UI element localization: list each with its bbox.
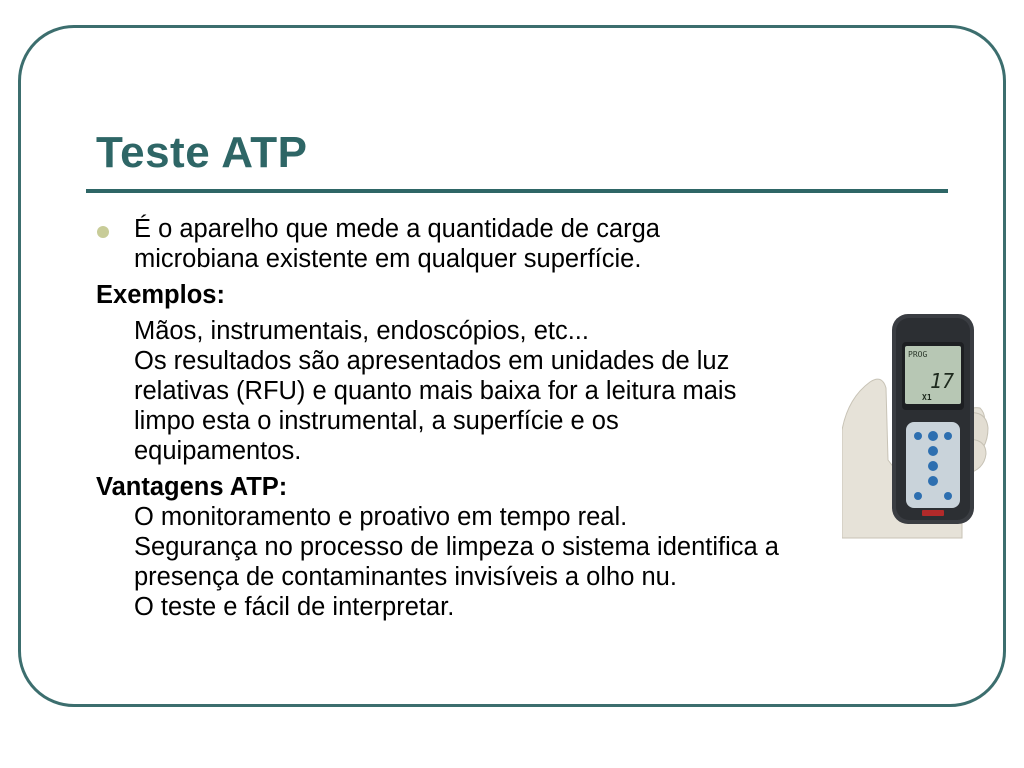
examples-line: limpo esta o instrumental, a superfície e os — [134, 407, 619, 435]
screen-reading: 17 — [930, 369, 955, 393]
examples-line: equipamentos. — [134, 437, 302, 465]
keypad-button-icon — [944, 492, 952, 500]
screen-unit: X1 — [922, 393, 932, 402]
keypad-button-icon — [928, 431, 938, 441]
keypad-button-icon — [944, 432, 952, 440]
atp-luminometer-illustration — [842, 310, 992, 540]
examples-heading: Exemplos: — [96, 281, 225, 309]
advantages-line: Segurança no processo de limpeza o sistema identifica a — [134, 533, 779, 561]
advantages-line: O monitoramento e proativo em tempo real. — [134, 503, 628, 531]
bullet-line: É o aparelho que mede a quantidade de carga — [134, 215, 660, 243]
advantages-line: O teste e fácil de interpretar. — [134, 593, 455, 621]
screen-mode: PROG — [908, 350, 928, 359]
keypad-button-icon — [914, 432, 922, 440]
title-underline — [86, 189, 948, 193]
advantages-heading: Vantagens ATP: — [96, 473, 288, 501]
keypad-button-icon — [928, 476, 938, 486]
keypad-button-icon — [928, 461, 938, 471]
bullet-line: microbiana existente em qualquer superfície. — [134, 245, 642, 273]
examples-line: Mãos, instrumentais, endoscópios, etc... — [134, 317, 589, 345]
examples-text — [96, 316, 936, 466]
slide-body — [96, 214, 936, 622]
brand-logo-icon — [922, 510, 944, 516]
slide-title: Teste ATP — [96, 128, 308, 177]
examples-line: Os resultados são apresentados em unidades de luz — [134, 347, 730, 375]
keypad-button-icon — [914, 492, 922, 500]
keypad-button-icon — [928, 446, 938, 456]
bullet-item — [96, 214, 936, 274]
advantages-line: presença de contaminantes invisíveis a olho nu. — [134, 563, 677, 591]
atp-device-image — [842, 310, 992, 540]
examples-line: relativas (RFU) e quanto mais baixa for a leitura mais — [134, 377, 737, 405]
advantages-text — [96, 502, 936, 622]
bullet-dot-icon — [97, 226, 109, 238]
